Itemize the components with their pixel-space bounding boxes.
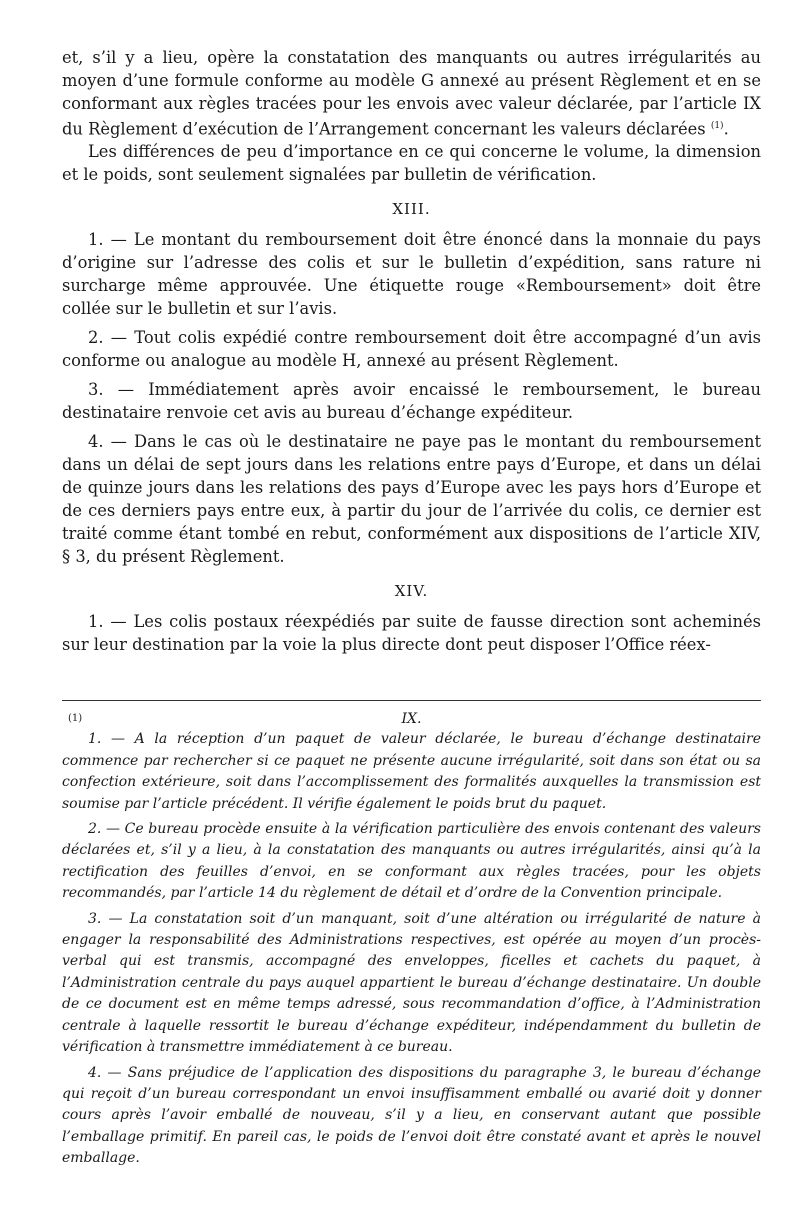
article-xiii-1: 1. — Le montant du remboursement doit être énoncé dans la monnaie du pays d’origine sur l’adresse des colis et sur le bulletin d’expédition, sans rature ni surcharge même approuvée. Une étiquette rouge «Remboursement» doit être collée sur le bulletin et sur l’avis. [62,230,761,319]
footnote-divider [62,700,761,701]
footnote-reference[interactable]: (1) [710,121,724,131]
footnote-block [62,709,761,1169]
paragraph-text: et, s’il y a lieu, opère la constatation des manquants ou autres irrégularités au moyen d’une formule conforme au modèle G annexé au présent Règlement et en se conformant aux règles tracées pour les envois avec valeur déclarée, par l’article IX du Règlement d’exécution de l’Arrangement concernant les valeurs déclarées [62,48,761,139]
footnote-item-1: 1. — A la réception d’un paquet de valeur déclarée, le bureau d’échange destinataire commence par rechercher si ce paquet ne présente aucune irrégularité, soit dans son état ou sa confection extérieure, soit dans l’accomplissement des formalités auxquelles la transmission est soumise par l’article précédent. Il vérifie également le poids brut du paquet. [62,731,761,812]
footnote-item-4: 4. — Sans préjudice de l’application des dispositions du paragraphe 3, le bureau d’échange qui reçoit d’un bureau correspondant un envoi insuffisamment emballé ou avarié doit y donner cours après l’avoir emballé de nouveau, s’il y a lieu, en conservant autant que possible l’emballage primitif. En pareil cas, le poids de l’envoi doit être constaté avant et après le nouvel emballage. [62,1064,761,1167]
footnote-item-2: 2. — Ce bureau procède ensuite à la vérification particulière des envois contenant des valeurs déclarées et, s’il y a lieu, à la constatation des manquants ou autres irrégularités, ainsi qu’à la rectification des feuilles d’envoi, en se conformant aux règles tracées, pour les objets recommandés, par l’article 14 du règlement de détail et d’ordre de la Convention principale. [62,821,761,902]
main-text [62,46,761,656]
section-heading-xiii: XIII. [392,200,431,219]
article-xiii-4: 4. — Dans le cas où le destinataire ne paye pas le montant du remboursement dans un délai de sept jours dans les relations entre pays d’Europe, et dans un délai de quinze jours dans les relations des pays d’Europe avec les pays hors d’Europe et de ces derniers pays entre eux, à partir du jour de l’arrivée du colis, ce dernier est traité comme étant tombé en rebut, conformément aux dispositions de l’article XIV, § 3, du présent Règlement. [62,432,761,567]
paragraph-differences: Les différences de peu d’importance en ce qui concerne le volume, la dimension et le poids, sont seulement signalées par bulletin de vérification. [62,142,761,185]
article-xiii-2: 2. — Tout colis expédié contre remboursement doit être accompagné d’un avis conforme ou analogue au modèle H, annexé au présent Règlement. [62,328,761,371]
section-heading-xiv: XIV. [394,582,429,601]
article-xiv-1: 1. — Les colis postaux réexpédiés par suite de fausse direction sont acheminés sur leur destination par la voie la plus directe dont peut disposer l’Office réex- [62,612,761,655]
paragraph-end: . [723,119,729,139]
footnote-item-3: 3. — La constatation soit d’un manquant, soit d’une altération ou irrégularité de nature à engager la responsabilité des Administrations respectives, est opérée au moyen d’un procès-verbal qui est transmis, accompagné des enveloppes, ficelles et cachets du paquet, à l’Administration centrale du pays auquel appartient le bureau d’échange destinataire. Un double de ce document est en même temps adressé, sous recommandation d’office, à l’Administration centrale à laquelle ressortit le bureau d’échange expéditeur, indépendamment du bulletin de vérification à transmettre immédiatement à ce bureau. [62,910,761,1056]
footnote-mark: (1) [68,713,83,725]
paragraph-continuation [62,46,761,140]
footnote-heading-row [62,709,761,729]
article-xiii-3: 3. — Immédiatement après avoir encaissé le remboursement, le bureau destinataire renvoie cet avis au bureau d’échange expéditeur. [62,380,761,423]
footnote-heading: IX. [401,711,422,728]
